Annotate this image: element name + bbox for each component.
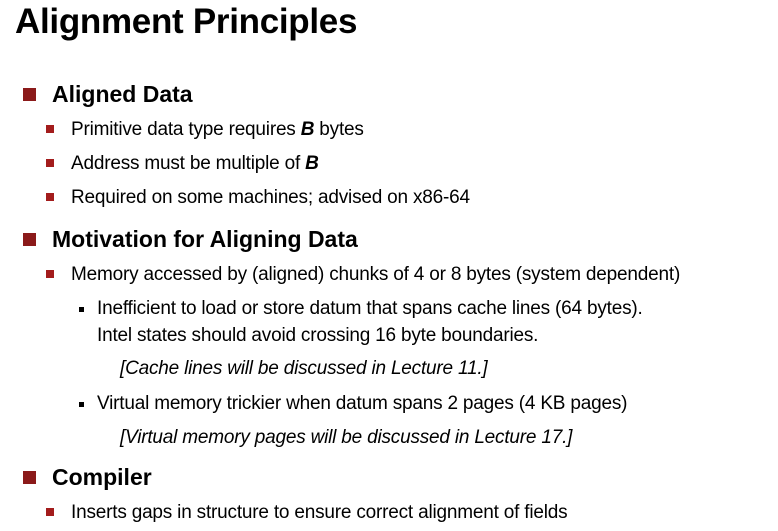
bullet-inefficient-line2: Intel states should avoid crossing 16 byte boundaries. [97, 325, 539, 346]
bullet-virtual-memory: Virtual memory trickier when datum spans 2 pages (4 KB pages) [97, 393, 628, 414]
bullet-text: Address must be multiple of [71, 153, 306, 174]
bullet-inefficient-line1: Inefficient to load or store datum that spans cache lines (64 bytes). [97, 298, 643, 319]
level3-bullet [79, 402, 84, 407]
level1-bullet [23, 88, 36, 101]
level1-bullet [23, 471, 36, 484]
level1-bullet [23, 233, 36, 246]
section-heading-motivation: Motivation for Aligning Data [52, 226, 358, 252]
bullet-memory-chunks: Memory accessed by (aligned) chunks of 4 or 8 bytes (system dependent) [71, 264, 681, 285]
bullet-inserts-gaps: Inserts gaps in structure to ensure correct alignment of fields [71, 502, 568, 523]
slide-title: Alignment Principles [15, 2, 358, 41]
level3-bullet [79, 307, 84, 312]
level2-bullet [46, 125, 54, 133]
bullet-required-machines: Required on some machines; advised on x86-64 [71, 187, 470, 208]
note-cache-lines: [Cache lines will be discussed in Lecture 11.] [120, 358, 488, 379]
bullet-address-multiple [71, 153, 319, 175]
section-heading-compiler: Compiler [52, 464, 152, 490]
bullet-text: Primitive data type requires [71, 119, 301, 140]
level2-bullet [46, 159, 54, 167]
level2-bullet [46, 270, 54, 278]
level2-bullet [46, 508, 54, 516]
bullet-text: bytes [314, 119, 364, 140]
section-heading-aligned-data: Aligned Data [52, 81, 193, 107]
variable-b: B [300, 119, 315, 140]
level2-bullet [46, 193, 54, 201]
variable-b: B [305, 153, 319, 174]
note-virtual-memory: [Virtual memory pages will be discussed in Lecture 17.] [120, 427, 573, 448]
bullet-primitive-type [71, 119, 364, 141]
